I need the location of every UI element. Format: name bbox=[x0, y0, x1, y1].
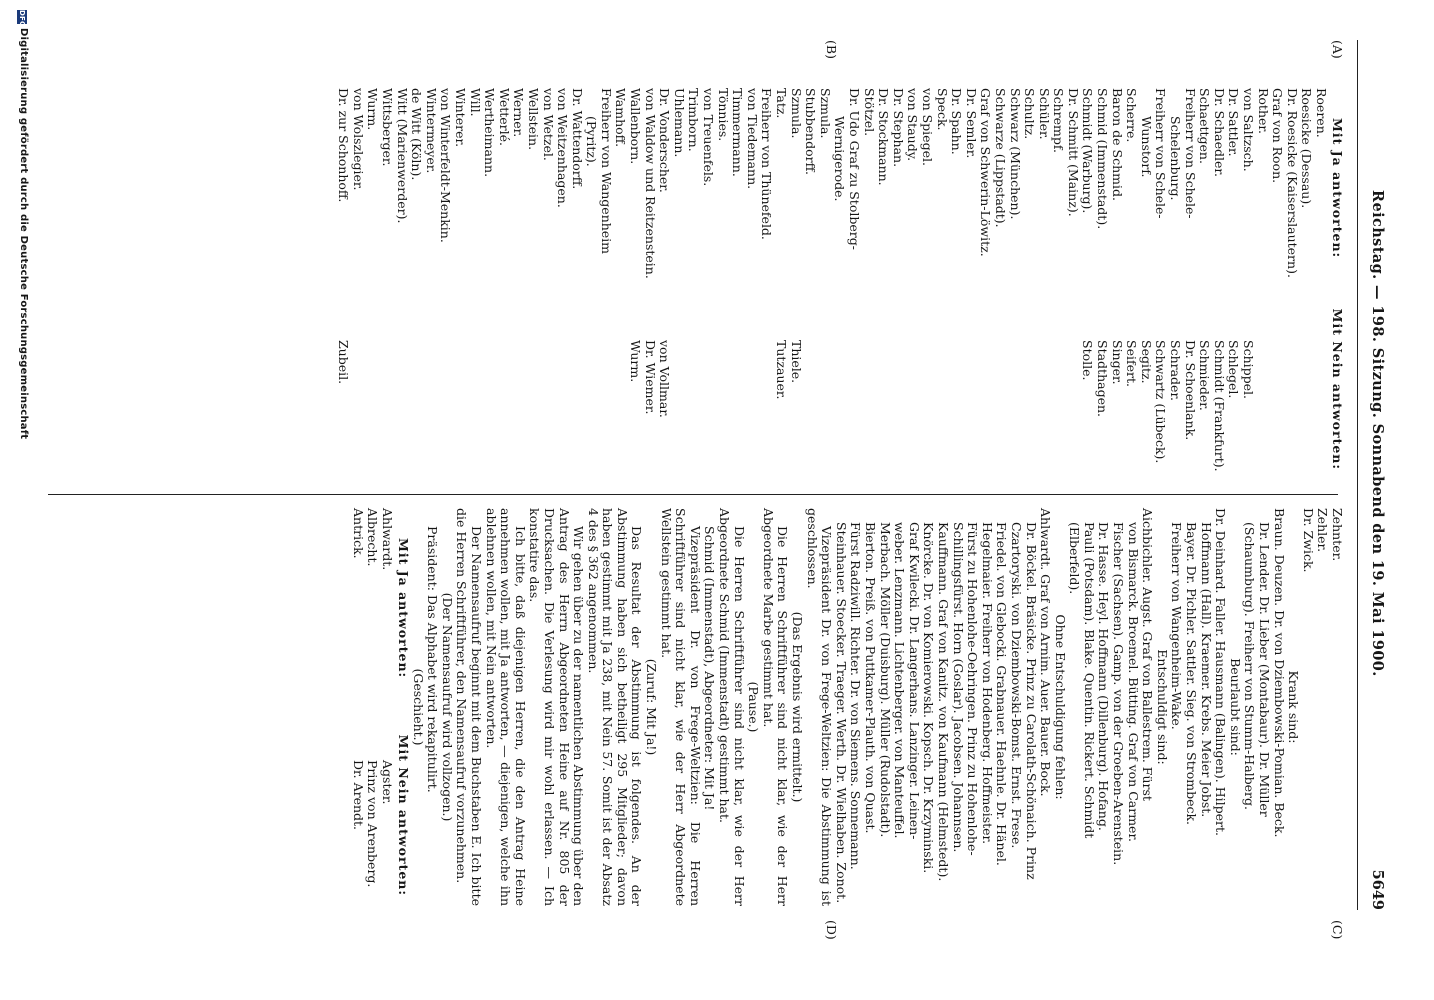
yes-name: Rother. bbox=[1255, 88, 1271, 134]
right-name-list-bottom bbox=[350, 508, 394, 906]
no-name: Wurm. bbox=[628, 340, 644, 383]
list-item bbox=[379, 88, 394, 480]
list-item bbox=[817, 88, 832, 480]
no-name: Tutzauer. bbox=[774, 340, 790, 400]
no-name: Dr. Arendt. bbox=[350, 760, 366, 831]
yes-name: Dr. Roesicke (Kaiserslautern). bbox=[1284, 88, 1300, 278]
yes-name: Albrecht. bbox=[365, 508, 381, 567]
yes-name: Wallenborn. bbox=[628, 88, 644, 165]
list-item bbox=[876, 88, 891, 480]
yes-name: Freiherr von Thünefeld. bbox=[759, 88, 775, 240]
yes-name: Wittsberger. bbox=[380, 88, 395, 167]
header-rule bbox=[1357, 40, 1358, 910]
no-name: Seifert. bbox=[1124, 340, 1140, 387]
yes-name: Dr. Semler. bbox=[963, 88, 979, 159]
yes-name: Tönnies. bbox=[715, 88, 731, 142]
yes-name: Stubbendorff. bbox=[803, 88, 819, 175]
yes-name: von Saltzsch. bbox=[1241, 88, 1257, 172]
right-column bbox=[350, 508, 1344, 906]
sick-list bbox=[1242, 508, 1286, 906]
list-line: Steinhauer. Stoecker. Traeger. Werth. Dr. Wielhaben. Zonot. bbox=[833, 522, 849, 904]
list-item bbox=[1109, 88, 1124, 480]
list-line: Fürst zu Hohenlohe-Oehringen. Prinz zu Hohenlohe- bbox=[965, 522, 981, 856]
list-item bbox=[1182, 88, 1197, 480]
yes-name: Wertheimann. bbox=[482, 88, 498, 178]
note-roll-call: (Der Namensaufruf wird vollzogen.) bbox=[439, 592, 455, 822]
right-name-list-top bbox=[1300, 508, 1344, 906]
yes-name: Dr. Spahn. bbox=[949, 88, 965, 155]
list-item bbox=[1065, 88, 1080, 480]
margin-marker-a: (A) bbox=[1330, 40, 1345, 59]
yes-name: Szmula. bbox=[788, 88, 804, 139]
list-item bbox=[1255, 88, 1270, 480]
list-item bbox=[861, 88, 876, 480]
no-name: Agster. bbox=[380, 760, 395, 805]
list-line: (Schaumburg). Freiherr von Stumm-Halberg. bbox=[1242, 522, 1258, 810]
yes-name: von Winterfeldt-Menkin. bbox=[438, 88, 454, 243]
yes-name: Wunstorf. bbox=[1138, 116, 1154, 178]
list-item bbox=[569, 88, 584, 480]
yes-name: Schrempf. bbox=[1051, 88, 1067, 153]
list-item bbox=[905, 88, 920, 480]
heading-sick: Krank sind: bbox=[1286, 670, 1302, 744]
yes-name: Graf von Schwerin-Löwitz. bbox=[978, 88, 994, 257]
list-item bbox=[1051, 88, 1066, 480]
yes-name: Schwarz (München). bbox=[1007, 88, 1023, 220]
list-item bbox=[511, 88, 526, 480]
list-item bbox=[744, 88, 759, 480]
yes-name: Ahlwardt. bbox=[380, 508, 395, 571]
list-line: Bierton. Preiß. von Puttkamer-Plauth. von Quast. bbox=[863, 522, 878, 834]
yes-name: Stötzel. bbox=[861, 88, 877, 137]
list-line: Fischer (Sachsen). Gamp. von der Groeben-Arenstein. bbox=[1111, 522, 1127, 866]
list-item bbox=[963, 88, 978, 480]
yes-name: Baron de Schmid. bbox=[1109, 88, 1125, 201]
yes-name: Wernigerode. bbox=[832, 116, 848, 202]
list-line: Pauli (Potsdam). Blake. Quentin. Rickert. Schmidt bbox=[1081, 522, 1097, 839]
list-item bbox=[613, 88, 628, 480]
list-item bbox=[700, 88, 715, 480]
dfg-logo-icon: DFG bbox=[18, 10, 26, 27]
list-line: Fürst Radziwill. Richter. Dr. von Siemens. Sonnemann. bbox=[848, 522, 864, 870]
list-item bbox=[394, 88, 409, 480]
list-line: Hoffmann (Hall). Kraemer. Krebs. Meier Jobst. bbox=[1198, 522, 1214, 818]
list-item bbox=[1270, 88, 1285, 480]
list-item bbox=[919, 88, 934, 480]
list-item bbox=[1080, 88, 1095, 480]
heading-yes-2: Mit Ja antworten: bbox=[396, 538, 411, 679]
list-item bbox=[1036, 88, 1051, 480]
list-item bbox=[715, 88, 730, 480]
yes-name: Timmermann. bbox=[730, 88, 746, 177]
list-line: von Bismarck. Broemel. Bütting. Graf von Carmer. bbox=[1125, 522, 1141, 843]
list-item bbox=[1124, 88, 1139, 480]
margin-marker-b: (B) bbox=[824, 40, 839, 59]
list-item bbox=[978, 88, 993, 480]
excused-list bbox=[1067, 508, 1155, 906]
yes-name: Wetterlé. bbox=[496, 88, 512, 147]
list-item bbox=[584, 88, 599, 480]
yes-name: von Weitzenhagen. bbox=[555, 88, 571, 208]
paragraph-next-vote: Wir gehen über zu der namentlichen Abstimmung über den Antrag des Herrn Abgeordneten Heine auf Nr. 805 der Drucksachen. Die Verlesung wird mir wohl erlassen. — Ich konstatire das. bbox=[527, 508, 587, 906]
list-item bbox=[365, 508, 380, 906]
left-name-list bbox=[336, 88, 1328, 480]
yes-name: von Spiegel. bbox=[919, 88, 935, 166]
list-item bbox=[949, 88, 964, 480]
yes-name: Dr. Sattler. bbox=[1226, 88, 1242, 157]
page-header bbox=[1364, 40, 1384, 910]
yes-name: Freiherr von Schele- bbox=[1153, 88, 1169, 219]
yes-name: (Pyritz). bbox=[584, 116, 600, 167]
no-name: Schrader. bbox=[1168, 340, 1184, 402]
yes-name: Wamhoff. bbox=[613, 88, 629, 148]
note-done: (Geschieht.) bbox=[410, 668, 426, 746]
list-item bbox=[686, 88, 701, 480]
no-name: Prinz von Arenberg. bbox=[365, 760, 381, 888]
no-name: Dr. Wiemer. bbox=[642, 340, 658, 415]
list-item bbox=[525, 88, 540, 480]
yes-name: von Wolszlegier. bbox=[350, 88, 366, 191]
heading-no: Mit Nein antworten: bbox=[1330, 308, 1345, 470]
list-line: Friedel. von Glebocki. Grabnauer. Haehnle. Dr. Hänel. bbox=[994, 522, 1010, 866]
yes-name: Dr. Zwick. bbox=[1300, 508, 1316, 573]
yes-name: von Wetzel. bbox=[540, 88, 556, 161]
yes-name: Szmula. bbox=[817, 88, 833, 139]
yes-name: von Treuenfels. bbox=[701, 88, 717, 187]
yes-name: Freiherr von Schele- bbox=[1182, 88, 1198, 219]
list-item bbox=[1022, 88, 1037, 480]
no-name: Segitz. bbox=[1138, 340, 1154, 384]
list-item bbox=[1226, 88, 1241, 480]
list-line: Knörcke. Dr. von Komierowski. Kopsch. Dr. Krzyminski. bbox=[921, 522, 937, 874]
yes-name: Antrick. bbox=[350, 508, 366, 559]
yes-name: Wellstein. bbox=[525, 88, 541, 151]
yes-name: Will. bbox=[467, 88, 483, 117]
yes-name: Trimborn. bbox=[686, 88, 702, 152]
yes-name: Scherre. bbox=[1124, 88, 1140, 143]
yes-name: Schmidt (Warburg). bbox=[1080, 88, 1096, 214]
page-title: Reichstag. — 198. Sitzung. Sonnabend den 19. Mai 1900. bbox=[1369, 190, 1386, 677]
no-name: Singer. bbox=[1109, 340, 1125, 385]
footer-credit bbox=[15, 10, 30, 439]
list-line: (Elberfeld). bbox=[1067, 522, 1083, 595]
no-name: Stolle. bbox=[1080, 340, 1096, 381]
list-item bbox=[671, 88, 686, 480]
yes-name: Dr. Udo Graf zu Stolberg- bbox=[847, 88, 862, 250]
list-item bbox=[1007, 88, 1022, 480]
vote-column-headings-2 bbox=[394, 508, 410, 906]
list-item bbox=[846, 88, 861, 480]
yes-name: Dr. Wattendorff. bbox=[569, 88, 585, 190]
vote-column-headings bbox=[1328, 88, 1344, 480]
paragraph-unclear-wellstein: Vizepräsident Dr. von Frege-Weltzien: Die Herren Schriftführer sind nicht klar, wie der Herr Abgeordnete Wellstein gestimmt hat. bbox=[658, 508, 703, 906]
list-item bbox=[482, 88, 497, 480]
yes-name: Dr. Stephan. bbox=[890, 88, 906, 168]
yes-name: Wintermeyer. bbox=[423, 88, 439, 174]
heading-yes: Mit Ja antworten: bbox=[1330, 118, 1345, 259]
list-item bbox=[1240, 88, 1255, 480]
on-leave-list bbox=[1169, 508, 1227, 906]
footer-credit-text: Digitalisierung gefördert durch die Deutsche Forschungsgemeinschaft bbox=[18, 28, 29, 440]
paragraph-schmid-reply: Schmid (Immenstadt), Abgeordneter: Mit Ja! bbox=[702, 526, 718, 811]
list-item bbox=[657, 88, 672, 480]
yes-name: de Witt (Köln). bbox=[409, 88, 425, 181]
yes-name: Uhlemann. bbox=[671, 88, 687, 158]
yes-name: Speck. bbox=[934, 88, 950, 131]
list-item bbox=[628, 88, 643, 480]
list-line: Schillingsfürst. Horn (Goslar). Jacobsen. Johannsen. bbox=[950, 522, 966, 853]
margin-marker-d: (D) bbox=[824, 920, 839, 940]
list-item bbox=[642, 88, 657, 480]
yes-name: Schmid (Immenstadt). bbox=[1095, 88, 1111, 230]
heading-on-leave: Beurlaubt sind: bbox=[1227, 658, 1243, 756]
yes-name: Dr. zur Schonhoff. bbox=[336, 88, 352, 203]
list-item bbox=[1299, 88, 1314, 480]
list-line: Hegelmaier. Freiherr von Hodenberg. Hoffmeister. bbox=[979, 522, 995, 845]
note-pause: (Pause.) bbox=[746, 681, 762, 733]
heading-excused: Entschuldigt sind: bbox=[1154, 649, 1170, 765]
list-line: Czartoryski. von Dziembowski-Bomst. Ernst. Frese. bbox=[1008, 522, 1024, 849]
no-name: Schippel. bbox=[1241, 340, 1257, 399]
list-item bbox=[336, 88, 351, 480]
list-item bbox=[1211, 88, 1226, 480]
list-item bbox=[409, 88, 424, 480]
list-line: Bayer. Dr. Pichler. Sattler. Sieg. von Strombeck. bbox=[1184, 522, 1200, 826]
yes-name: Dr. Schmitt (Mainz). bbox=[1065, 88, 1081, 217]
note-result-pending: (Das Ergebnis wird ermittelt.) bbox=[790, 611, 806, 803]
paragraph-unclear-schmid: Die Herren Schriftführer sind nicht klar, wie der Herr Abgeordnete Schmid (Immenstadt) gestimmt hat. bbox=[717, 508, 747, 906]
yes-name: Graf von Roon. bbox=[1270, 88, 1286, 184]
list-line: Ahlwardt. Graf von Arnim. Auer. Bauer. Bock. bbox=[1038, 508, 1054, 797]
list-line: Freiherr von Wangenheim-Wake. bbox=[1169, 522, 1185, 730]
column-divider bbox=[48, 494, 1338, 495]
paragraph-unclear-marbe: Die Herren Schriftführer sind nicht klar, wie der Herr Abgeordnete Marbe gestimmt hat. bbox=[760, 508, 791, 906]
list-line: Graf Kwilecki. Dr. Langerhans. Lanzinger. Leinen- bbox=[906, 522, 922, 840]
yes-name: Zehler. bbox=[1315, 508, 1331, 553]
list-item bbox=[1138, 88, 1153, 480]
list-item bbox=[934, 88, 949, 480]
paragraph-result: Das Resultat der Abstimmung ist folgendes. An der Abstimmung haben sich betheiligt 295 Mitglieder; davon haben gestimmt mit Ja 238, mit Nein 57. Somit ist der Absatz 4 des § 362 angenommen. bbox=[585, 508, 645, 906]
paragraph-vote-closed: Vizepräsident Dr. von Frege-Weltzien: Die Abstimmung ist geschlossen. bbox=[804, 508, 835, 906]
list-item bbox=[730, 88, 745, 480]
no-name: von Vollmar. bbox=[657, 340, 673, 418]
no-name: Zubeil. bbox=[336, 340, 352, 385]
margin-marker-c: (C) bbox=[1330, 920, 1345, 940]
list-item bbox=[438, 88, 453, 480]
yes-name: Schaettgen. bbox=[1197, 88, 1213, 164]
yes-name: Schultz. bbox=[1022, 88, 1038, 140]
list-item bbox=[803, 88, 818, 480]
list-item bbox=[540, 88, 555, 480]
heading-unexcused: Ohne Entschuldigung fehlen: bbox=[1052, 614, 1068, 800]
page-number: 5649 bbox=[1369, 869, 1386, 910]
list-item bbox=[1329, 508, 1344, 906]
list-item bbox=[1313, 88, 1328, 480]
yes-name: Zehnter. bbox=[1330, 508, 1345, 562]
no-name: Thiele. bbox=[788, 340, 804, 384]
yes-name: Dr. Vonderscher. bbox=[657, 88, 673, 193]
yes-name: von Staudy. bbox=[905, 88, 921, 162]
list-line: weber. Lenzmann. Lichtenberger. von Manteuffel. bbox=[892, 522, 908, 839]
yes-name: von Waldow und Reitzenstein. bbox=[642, 88, 658, 279]
list-item bbox=[1197, 88, 1212, 480]
list-item bbox=[1153, 88, 1168, 480]
list-line: Merbach. Möller (Duisburg). Müller (Rudolstadt). bbox=[877, 522, 893, 838]
list-item bbox=[773, 88, 788, 480]
list-item bbox=[1284, 88, 1299, 480]
list-line: Aichbichler. Augst. Graf von Ballestrem. Fürst bbox=[1140, 508, 1156, 801]
list-item bbox=[1167, 88, 1182, 480]
yes-name: Winterer. bbox=[452, 88, 468, 148]
no-name: Stadthagen. bbox=[1095, 340, 1111, 417]
list-line: Kauffmann. Graf von Kanitz. von Kaufmann (Helmstedt). bbox=[935, 522, 951, 882]
heading-no-2: Mit Nein antworten: bbox=[396, 734, 411, 896]
unexcused-list bbox=[833, 508, 1052, 906]
list-line: Dr. Hasse. Heyl. Hoffmann (Dillenburg). Hofang. bbox=[1096, 522, 1112, 831]
list-line: Dr. Deinhard. Faller. Hausmann (Balingen). Hilpert. bbox=[1213, 508, 1229, 836]
yes-name: Schüler. bbox=[1036, 88, 1052, 140]
list-item bbox=[1315, 508, 1330, 906]
list-line: Braun. Deuzen. Dr. von Dziembowski-Pomian. Beck. bbox=[1271, 508, 1287, 838]
list-item bbox=[759, 88, 774, 480]
list-item bbox=[1300, 508, 1315, 906]
list-item bbox=[992, 88, 1007, 480]
list-item bbox=[788, 88, 803, 480]
list-item bbox=[555, 88, 570, 480]
paragraph-president: Präsident: Das Alphabet wird rekapitulirt. bbox=[425, 526, 441, 793]
paragraph-instructions: Ich bitte, daß diejenigen Herren, die den Antrag Heine annehmen wollen, mit Ja antworten, — diejenigen, welche ihn ablehnen wollen, mit Nein antworten. bbox=[483, 508, 528, 906]
yes-name: Freiherr von Wangenheim bbox=[598, 88, 614, 255]
no-name: Dr. Schoenlank. bbox=[1182, 340, 1198, 441]
list-item bbox=[598, 88, 613, 480]
yes-name: von Tiedemann. bbox=[744, 88, 760, 190]
list-item bbox=[467, 88, 482, 480]
list-item bbox=[365, 88, 380, 480]
yes-name: Dr. Schaedler. bbox=[1211, 88, 1227, 178]
yes-name: Wurm. bbox=[365, 88, 381, 131]
list-item bbox=[1095, 88, 1110, 480]
list-item bbox=[832, 88, 847, 480]
no-name: Schmidt (Frankfurt). bbox=[1211, 340, 1227, 472]
yes-name: Roesicke (Dessau). bbox=[1299, 88, 1315, 209]
no-name: Schmieder. bbox=[1197, 340, 1213, 411]
yes-name: Witt (Marienwerder). bbox=[394, 88, 410, 224]
yes-name: Werner. bbox=[511, 88, 527, 138]
paragraph-roll-call: Der Namensaufruf beginnt mit dem Buchstaben E. Ich bitte die Herren Schriftführer, den Namensaufruf vorzunehmen. bbox=[454, 508, 484, 906]
list-line: Dr. Lender. Dr. Lieber (Montabaur). Dr. Müller bbox=[1257, 522, 1273, 817]
list-line: Dr. Böckel. Bräsicke. Prinz zu Carolath-Schönaich. Prinz bbox=[1023, 522, 1039, 880]
list-item bbox=[890, 88, 905, 480]
list-item bbox=[452, 88, 467, 480]
list-item bbox=[350, 508, 365, 906]
yes-name: Schwarze (Lippstadt). bbox=[992, 88, 1008, 228]
list-item bbox=[350, 88, 365, 480]
yes-name: Schelenburg. bbox=[1168, 116, 1184, 201]
note-interjection: (Zuruf: Mit Ja!) bbox=[644, 658, 660, 756]
no-name: Schlegel. bbox=[1226, 340, 1242, 399]
list-item bbox=[496, 88, 511, 480]
left-column bbox=[336, 88, 1344, 480]
yes-name: Tatz. bbox=[774, 88, 790, 119]
list-item bbox=[423, 88, 438, 480]
no-name: Schwartz (Lübeck). bbox=[1153, 340, 1169, 464]
list-item bbox=[379, 508, 394, 906]
yes-name: Dr. Stockmann. bbox=[876, 88, 892, 186]
yes-name: Roeren. bbox=[1314, 88, 1329, 138]
